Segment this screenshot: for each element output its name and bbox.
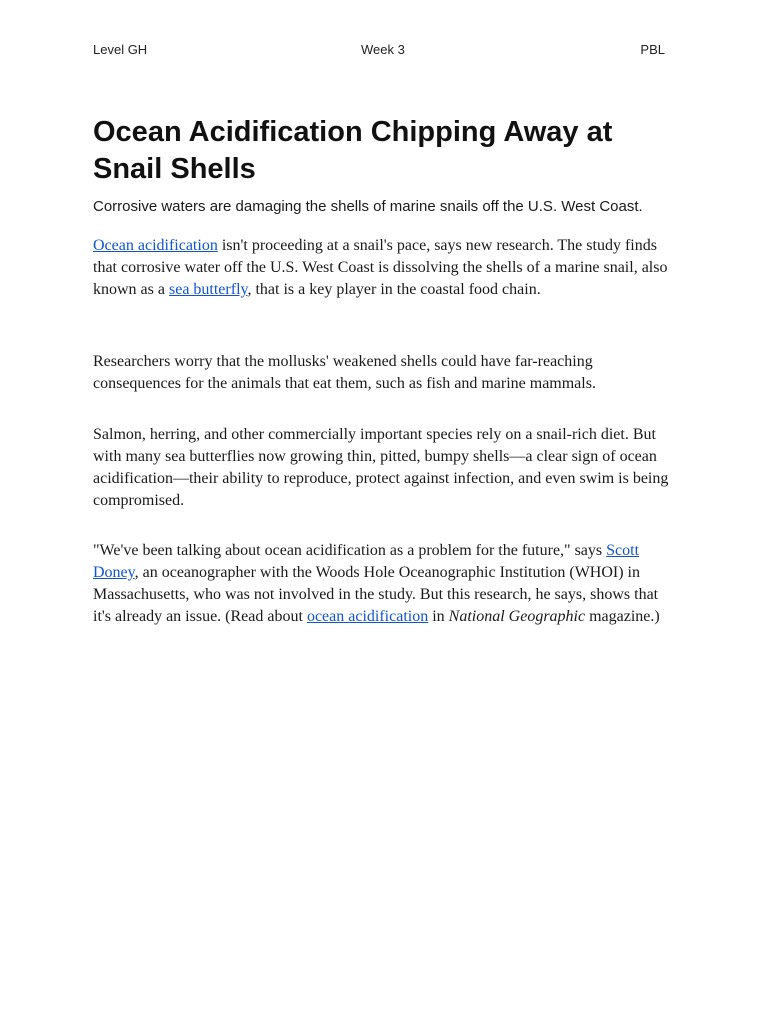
link-ocean-acidification-2[interactable]: ocean acidification	[306, 608, 429, 625]
paragraph-2: Researchers worry that the mollusks' weakened shells could have far-reaching consequences for the animals that eat them, such as fish and marine mammals.	[93, 353, 596, 392]
publication-name: National Geographic	[448, 608, 586, 625]
paragraph-4	[93, 540, 677, 628]
paragraph-4-text-3: in	[428, 608, 449, 625]
paragraph-3: Salmon, herring, and other commercially important species rely on a snail-rich diet. But with many sea butterflies now growing thin, pitted, bumpy shells—a clear sign of ocean acidification—their ability to reproduce, protect against infection, and even swim is being compromised.	[93, 426, 669, 509]
link-ocean-acidification[interactable]: Ocean acidification	[93, 237, 218, 254]
paragraph-1-text-1: isn't proceeding at a snail's pace, says new research. The study finds that corrosive water off the U.S. West Coast is dissolving the shells of a marine snail, also known as a	[93, 237, 668, 298]
header-week: Week 3	[361, 42, 405, 57]
header-level: Level GH	[93, 42, 148, 57]
paragraph-4-text-1: "We've been talking about ocean acidification as a problem for the future," says	[93, 542, 607, 559]
article-title: Ocean Acidification Chipping Away at Snail Shells	[93, 116, 613, 185]
paragraph-1-text-2: , that is a key player in the coastal food chain.	[247, 281, 541, 298]
paragraph-4-text-4: magazine.)	[585, 608, 660, 625]
article-subtitle: Corrosive waters are damaging the shells of marine snails off the U.S. West Coast.	[93, 198, 643, 215]
link-scott-doney[interactable]: Scott Doney	[93, 542, 640, 581]
header-pbl: PBL	[640, 42, 665, 57]
paragraph-1	[93, 235, 677, 301]
link-sea-butterfly[interactable]: sea butterfly	[168, 281, 248, 298]
paragraph-4-text-2: , an oceanographer with the Woods Hole Oceanographic Institution (WHOI) in Massachusetts, who was not involved in the study. But this research, he says, shows that it's already an issue. (Read about	[93, 564, 659, 625]
